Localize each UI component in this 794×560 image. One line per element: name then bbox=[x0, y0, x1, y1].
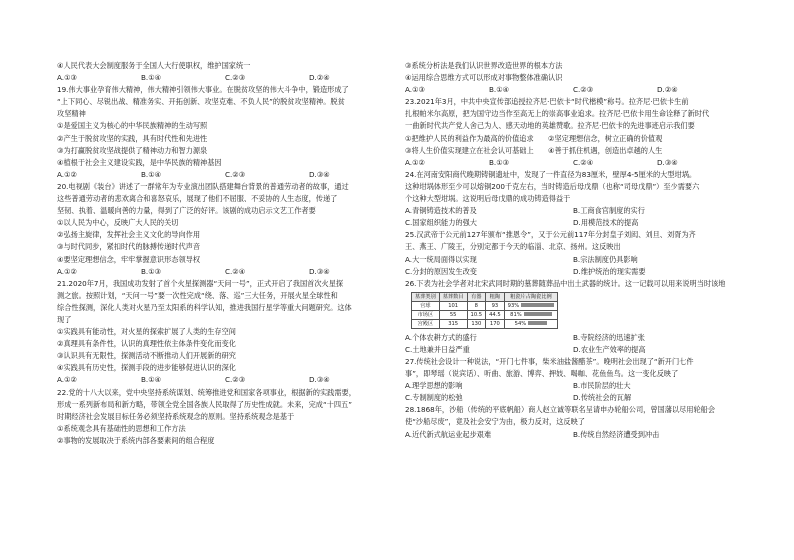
text-line: 23.2021年3月，中共中央宣传部追授拉齐尼·巴依卡“时代楷模”称号。拉齐尼·巴依卡生前 bbox=[405, 97, 689, 107]
table-cell-text: 130 bbox=[471, 320, 482, 327]
table-header-cell: 墓葬类别 bbox=[412, 292, 440, 301]
table-cell bbox=[486, 319, 505, 328]
text-line: ④植根于社会主义建设实践，是中华民族的精神基因 bbox=[57, 157, 222, 167]
text-line: 坚韧、执着、温暖向善的力量，得到了广泛的好评。该剧的成功启示文艺工作者要 bbox=[57, 206, 316, 216]
answer-options bbox=[405, 84, 741, 96]
table-cell bbox=[439, 310, 467, 319]
answer-option: B.①④ bbox=[141, 375, 162, 385]
answer-option: B.传统自然经济遭受到冲击 bbox=[573, 429, 660, 439]
answer-option: B.工商食官制度的实行 bbox=[573, 206, 645, 216]
answer-options bbox=[57, 169, 393, 181]
percentage-bar bbox=[521, 303, 554, 307]
answer-option: D.②④ bbox=[657, 85, 678, 95]
table-cell-text: 81% bbox=[510, 311, 522, 318]
text-line: ③为打赢脱贫攻坚战提供了精神动力和智力源泉 bbox=[57, 145, 208, 155]
answer-option: A.①② bbox=[57, 169, 77, 179]
text-line: 时期经济社会发展目标任务必须坚持系统观念的原则。坚持系统观念是基于 bbox=[57, 411, 295, 421]
table-cell-text: 93 bbox=[491, 302, 499, 309]
answer-option: C.②③ bbox=[225, 375, 246, 385]
answer-option: A.①② bbox=[405, 157, 425, 167]
text-line: ①把维护人民的利益作为最高的价值追求 ②坚定理想信念，树立正确的价值观 bbox=[405, 133, 663, 143]
percentage-bar bbox=[524, 312, 552, 316]
answer-option: B.市民阶层的壮大 bbox=[573, 381, 631, 391]
answer-option: A.青铜铸造技术的普及 bbox=[405, 206, 477, 216]
answer-option: A.①② bbox=[57, 266, 77, 276]
answer-option: D.③④ bbox=[309, 375, 330, 385]
table-cell bbox=[412, 319, 440, 328]
table-cell bbox=[504, 319, 558, 328]
answer-options bbox=[405, 205, 741, 217]
answer-option: D.③④ bbox=[309, 169, 330, 179]
answer-options bbox=[405, 157, 741, 169]
text-line: ④运用综合思维方式可以形成对事物整体准确认识 bbox=[405, 73, 563, 83]
text-line: ①实践具有能动性，对火星的探索扩展了人类的生存空间 bbox=[57, 327, 236, 337]
text-line: 21.2020年7月，我国成功发射了首个火星探测器“天问一号”，正式开启了我国首次火星探 bbox=[57, 278, 344, 288]
left-column bbox=[57, 60, 393, 447]
answer-option: D.③④ bbox=[657, 157, 678, 167]
answer-option: C.土地兼并日益严重 bbox=[405, 344, 470, 354]
text-line: 事”，即琴瑶（说宾话）、听曲、旅游、博弈、押妓、喝咖、花鱼鱼鸟。这一变化反映了 bbox=[405, 369, 679, 379]
answer-option: A.①③ bbox=[57, 73, 77, 83]
text-line: 这些普通劳动者的悲欢离合和喜怒哀乐，展现了他们不屈服、不妥协的人生态度，传递了 bbox=[57, 194, 338, 204]
answer-option: B.①④ bbox=[141, 169, 162, 179]
percentage-bar bbox=[528, 321, 547, 325]
answer-options bbox=[405, 344, 741, 356]
answer-option: D.用模范技术的提高 bbox=[573, 218, 639, 228]
answer-option: B.宗法制度仍具影响 bbox=[573, 254, 638, 264]
answer-option: A.个体农耕方式的盛行 bbox=[405, 332, 477, 342]
answer-option: B.①④ bbox=[489, 85, 510, 95]
table-cell-text: 315 bbox=[448, 320, 459, 327]
text-line: ③将人生价值实现建立在社会认可基础上 ④善于抓住机遇，创造出卓越的人生 bbox=[405, 145, 663, 155]
answer-option: B.①③ bbox=[141, 266, 162, 276]
table-cell bbox=[439, 301, 467, 310]
text-line: ②产生于脱贫攻坚的实践，具有时代性和先进性 bbox=[57, 133, 208, 143]
answer-option: A.①③ bbox=[405, 85, 425, 95]
text-line: 使“沙船尽废”，竟及社会安宁为由，极力反对，这反映了 bbox=[405, 417, 585, 427]
text-line: 24.在河南安阳商代晚期铸铜遗址中，发现了一件直径为83厘米，壁厚4-5厘米的大型坩埚。 bbox=[405, 169, 697, 179]
text-line: 26.下表为社会学者对北宋武同时期的墓葬随葬品中出土武器的统计。这一记载可以用来说明当时该地 bbox=[405, 278, 726, 288]
table-row bbox=[412, 310, 558, 319]
table-cell-text: 8 bbox=[474, 302, 478, 309]
answer-options bbox=[57, 266, 393, 278]
text-line: ②真理具有条件性，认识的真理性依主体条件变化而变化 bbox=[57, 339, 236, 349]
text-line: 27.传统社会设计一种说法，“开门七件事，柴米油盐酱醋茶”。晚明社会出现了“新开门七件 bbox=[405, 356, 694, 366]
table-cell bbox=[439, 319, 467, 328]
answer-options bbox=[405, 332, 741, 344]
table-cell bbox=[467, 301, 486, 310]
text-line: 19.伟大事业孕育伟大精神，伟大精神引领伟大事业。在脱贫攻坚的伟大斗争中，锻造形成了 bbox=[57, 85, 349, 95]
table-cell bbox=[486, 301, 505, 310]
answer-option: D.农业生产效率的提高 bbox=[573, 344, 646, 354]
text-line: ①是爱国主义为核心的中华民族精神的生动写照 bbox=[57, 121, 208, 131]
table-header-row bbox=[412, 292, 558, 301]
table-cell-text: 44.5 bbox=[489, 311, 501, 318]
text-line: 测之旅。按照计划，“天问一号”要一次性完成“绕、落、巡”三大任务，开展火星全球性和 bbox=[57, 290, 338, 300]
text-line: ②弘扬主旋律，发挥社会主义文化的导向作用 bbox=[57, 230, 201, 240]
text-line: 王、燕王、广陵王，分别定都于今天的临淄、北京、扬州。这反映出 bbox=[405, 242, 621, 252]
table-header-cell: 有器 bbox=[467, 292, 486, 301]
text-line: ②事物的发展取决于系统内部各要素间的组合程度 bbox=[57, 435, 215, 445]
text-line: ③系统分析法是我们认识世界改造世界的根本方法 bbox=[405, 61, 563, 70]
answer-option: C.②④ bbox=[225, 266, 246, 276]
text-line: ③与时代同步，紧扣时代的脉搏传递时代声音 bbox=[57, 242, 201, 252]
text-line: 25.汉武帝于公元前127年颁布“推恩令”，又于公元前117年分封皇子刘闳、刘旦、刘胥为齐 bbox=[405, 230, 696, 240]
text-line: 这种坩埚体形至少可以熔铜200千克左右，当时铸造后母戊鼎（也称“司母戊鼎”）至少需要六 bbox=[405, 181, 700, 191]
table-cell bbox=[504, 301, 558, 310]
answer-options bbox=[405, 380, 741, 392]
text-line: ①以人民为中心，反映广大人民的关切 bbox=[57, 218, 179, 228]
answer-options bbox=[405, 392, 741, 404]
table-cell bbox=[412, 301, 440, 310]
answer-option: B.①④ bbox=[141, 73, 162, 83]
table-cell-text: 官球 bbox=[420, 302, 431, 309]
answer-option: C.专制制度的松弛 bbox=[405, 393, 463, 403]
table-cell-text: 93% bbox=[507, 302, 520, 309]
text-line: ④要坚定理想信念，牢牢掌握意识形态领导权 bbox=[57, 254, 201, 264]
right-column bbox=[405, 60, 741, 441]
text-line: ④人民代表大会制度服务于全国人大行使职权，维护国家统一 bbox=[57, 61, 251, 70]
answer-option: D.维护统治的现实需要 bbox=[573, 266, 646, 276]
answer-option: C.国家组织能力的强大 bbox=[405, 218, 477, 228]
text-line: 综合性探测，深化人类对火星乃至太阳系的科学认知，推进我国行星学等重大问题研究。这体 bbox=[57, 302, 352, 312]
answer-option: C.分封的原因发生改变 bbox=[405, 266, 477, 276]
answer-options bbox=[57, 72, 393, 84]
table-header-cell: 粗瓷片占陶瓷比例 bbox=[504, 292, 558, 301]
answer-options bbox=[405, 429, 741, 441]
answer-option: D.传统社会的瓦解 bbox=[573, 393, 632, 403]
answer-option: A.近代新式航运业起步艰难 bbox=[405, 429, 492, 439]
text-line: “上下同心、尽锐出战、精准务实、开拓创新、攻坚克难、不负人民”的脱贫攻坚精神。脱贫 bbox=[57, 97, 345, 107]
table-header-cell: 粗陶 bbox=[486, 292, 505, 301]
text-line: 形成一系列新布局和新方略，带领全党全国各族人民取得了历史性成就。未来，完成“十四五” bbox=[57, 399, 352, 409]
answer-options bbox=[405, 254, 741, 266]
table-cell bbox=[504, 310, 558, 319]
answer-option: C.②④ bbox=[573, 157, 594, 167]
text-line: 20.电视剧《装台》讲述了一群常年为专业演出团队搭建舞台背景的普通劳动者的故事，通过 bbox=[57, 181, 349, 191]
answer-option: C.②③ bbox=[225, 169, 246, 179]
answer-option: B.①③ bbox=[489, 157, 510, 167]
table-cell bbox=[486, 310, 505, 319]
table-row bbox=[412, 319, 558, 328]
table-cell-text: 10.5 bbox=[470, 311, 483, 318]
table-cell bbox=[412, 310, 440, 319]
statistics-table bbox=[411, 292, 558, 329]
table-cell bbox=[467, 319, 486, 328]
text-line: 28.1868年，沙船（传统的平底帆船）商人赵立诚等联名呈请申办轮船公司，曾国藩以尽用轮船会 bbox=[405, 405, 716, 415]
table-cell-text: 101 bbox=[448, 302, 459, 309]
text-line: ③认识具有无限性，探测活动不断推动人们开展新的研究 bbox=[57, 351, 236, 361]
answer-option: C.②③ bbox=[573, 85, 594, 95]
table-row bbox=[412, 301, 558, 310]
text-line: 22.党的十八大以来，党中央坚持系统谋划、统筹推进党和国家各项事业，根据新的实践需要， bbox=[57, 387, 356, 397]
text-line: 攻坚精神 bbox=[57, 109, 86, 119]
answer-option: C.②③ bbox=[225, 73, 246, 83]
text-line: ①系统观念具有基础性的思想和工作方法 bbox=[57, 423, 186, 433]
text-line: ④实践具有历史性，探测手段的进步能够促进认识的深化 bbox=[57, 363, 236, 373]
answer-options bbox=[57, 374, 393, 386]
answer-option: B.寺院经济的迅速扩张 bbox=[573, 332, 645, 342]
answer-option: A.①② bbox=[57, 375, 77, 385]
table-cell-text: 宫殿区 bbox=[417, 320, 434, 327]
answer-option: D.②④ bbox=[309, 73, 330, 83]
table-cell bbox=[467, 310, 486, 319]
answer-options bbox=[405, 266, 741, 278]
answer-option: A.大一统局面得以实现 bbox=[405, 254, 477, 264]
text-line: 现了 bbox=[57, 314, 72, 324]
text-line: 扎根帕米尔高原，把为国守边当作至高无上的崇高事业追求。拉齐尼·巴依卡用生命诠释了新时代 bbox=[405, 109, 710, 119]
table-cell-text: 市场区 bbox=[417, 311, 434, 318]
text-line: 一曲新时代共产党人舍己为人、感天动地的英雄赞歌。拉齐尼·巴依卡的先进事迹启示我们要 bbox=[405, 121, 695, 131]
answer-option: D.③④ bbox=[309, 266, 330, 276]
table-cell-text: 54% bbox=[514, 320, 527, 327]
text-line: 个这种大型坩埚。这说明后母戊鼎的成功铸造得益于 bbox=[405, 194, 571, 204]
answer-options bbox=[405, 217, 741, 229]
table-cell-text: 55 bbox=[449, 311, 457, 318]
table-cell-text: 170 bbox=[489, 320, 500, 327]
answer-option: A.理学思想的影响 bbox=[405, 381, 463, 391]
table-header-cell: 墓葬数目 bbox=[439, 292, 467, 301]
